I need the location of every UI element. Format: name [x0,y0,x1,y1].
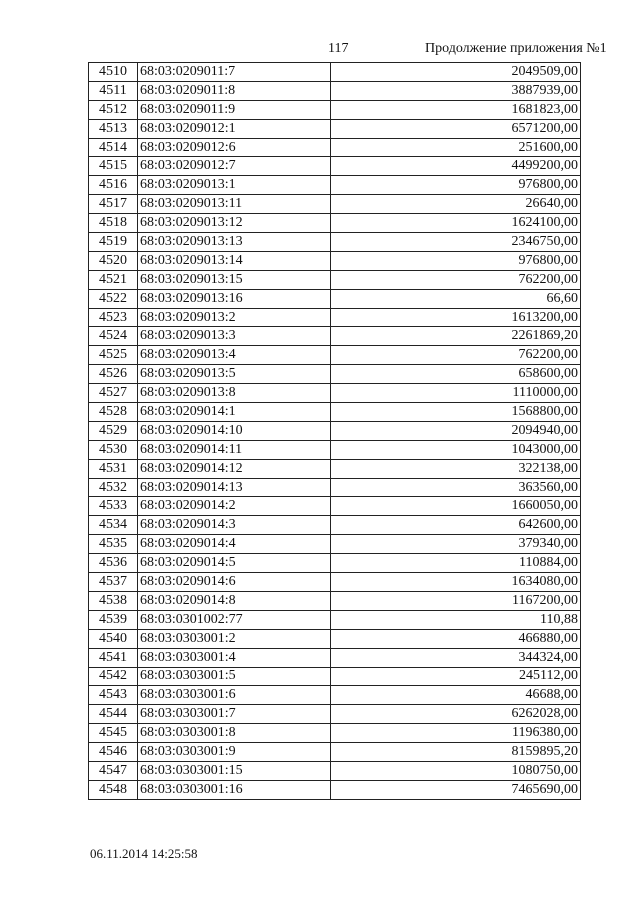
table-row [89,119,581,138]
cadastral-number: 68:03:0209011:9 [138,100,331,119]
cadastral-value: 762200,00 [331,270,581,289]
cadastral-value: 26640,00 [331,195,581,214]
table-row [89,440,581,459]
table-row [89,724,581,743]
row-number: 4535 [89,535,138,554]
registry-table [88,62,581,800]
cadastral-number: 68:03:0301002:77 [138,610,331,629]
table-row [89,780,581,799]
cadastral-number: 68:03:0209013:8 [138,384,331,403]
row-number: 4513 [89,119,138,138]
table-row [89,743,581,762]
table-row [89,403,581,422]
row-number: 4548 [89,780,138,799]
cadastral-value: 642600,00 [331,516,581,535]
row-number: 4541 [89,648,138,667]
row-number: 4534 [89,516,138,535]
cadastral-value: 46688,00 [331,686,581,705]
cadastral-value: 1568800,00 [331,403,581,422]
table-row [89,176,581,195]
cadastral-value: 245112,00 [331,667,581,686]
table-row [89,233,581,252]
cadastral-value: 110884,00 [331,554,581,573]
cadastral-value: 2049509,00 [331,63,581,82]
row-number: 4531 [89,459,138,478]
cadastral-value: 7465690,00 [331,780,581,799]
table-row [89,705,581,724]
cadastral-value: 2094940,00 [331,421,581,440]
table-row [89,459,581,478]
cadastral-number: 68:03:0303001:9 [138,743,331,762]
table-row [89,591,581,610]
appendix-note: Продолжение приложения №1 [425,41,607,56]
cadastral-number: 68:03:0303001:15 [138,761,331,780]
table-row [89,421,581,440]
cadastral-value: 466880,00 [331,629,581,648]
cadastral-value: 251600,00 [331,138,581,157]
table-row [89,478,581,497]
cadastral-value: 6262028,00 [331,705,581,724]
cadastral-value: 976800,00 [331,176,581,195]
table-row [89,648,581,667]
cadastral-number: 68:03:0209013:15 [138,270,331,289]
row-number: 4547 [89,761,138,780]
row-number: 4542 [89,667,138,686]
table-row [89,761,581,780]
cadastral-number: 68:03:0209013:16 [138,289,331,308]
table-row [89,686,581,705]
table-row [89,308,581,327]
table-row [89,610,581,629]
cadastral-number: 68:03:0209013:5 [138,365,331,384]
cadastral-number: 68:03:0209014:10 [138,421,331,440]
table-row [89,346,581,365]
row-number: 4546 [89,743,138,762]
cadastral-value: 8159895,20 [331,743,581,762]
cadastral-number: 68:03:0209014:11 [138,440,331,459]
cadastral-value: 2346750,00 [331,233,581,252]
cadastral-value: 1043000,00 [331,440,581,459]
table-row [89,270,581,289]
cadastral-value: 1613200,00 [331,308,581,327]
row-number: 4528 [89,403,138,422]
table-row [89,157,581,176]
cadastral-number: 68:03:0209013:1 [138,176,331,195]
cadastral-number: 68:03:0303001:4 [138,648,331,667]
cadastral-number: 68:03:0209014:2 [138,497,331,516]
row-number: 4511 [89,81,138,100]
cadastral-value: 762200,00 [331,346,581,365]
row-number: 4520 [89,251,138,270]
cadastral-number: 68:03:0209013:3 [138,327,331,346]
table-row [89,214,581,233]
table-row [89,573,581,592]
cadastral-number: 68:03:0209012:1 [138,119,331,138]
cadastral-number: 68:03:0209013:4 [138,346,331,365]
cadastral-value: 1681823,00 [331,100,581,119]
cadastral-number: 68:03:0303001:6 [138,686,331,705]
cadastral-number: 68:03:0209014:13 [138,478,331,497]
row-number: 4532 [89,478,138,497]
row-number: 4521 [89,270,138,289]
cadastral-number: 68:03:0303001:16 [138,780,331,799]
row-number: 4544 [89,705,138,724]
cadastral-number: 68:03:0209014:6 [138,573,331,592]
cadastral-number: 68:03:0209013:11 [138,195,331,214]
cadastral-value: 1634080,00 [331,573,581,592]
cadastral-value: 6571200,00 [331,119,581,138]
cadastral-value: 1080750,00 [331,761,581,780]
cadastral-value: 1660050,00 [331,497,581,516]
row-number: 4516 [89,176,138,195]
row-number: 4522 [89,289,138,308]
table-row [89,251,581,270]
cadastral-number: 68:03:0209014:8 [138,591,331,610]
row-number: 4536 [89,554,138,573]
row-number: 4529 [89,421,138,440]
cadastral-number: 68:03:0303001:5 [138,667,331,686]
registry-table-body [89,63,581,800]
table-row [89,195,581,214]
cadastral-number: 68:03:0303001:8 [138,724,331,743]
cadastral-value: 344324,00 [331,648,581,667]
table-row [89,138,581,157]
row-number: 4518 [89,214,138,233]
table-row [89,497,581,516]
row-number: 4543 [89,686,138,705]
cadastral-number: 68:03:0303001:2 [138,629,331,648]
table-row [89,384,581,403]
cadastral-number: 68:03:0209013:14 [138,251,331,270]
row-number: 4526 [89,365,138,384]
table-row [89,100,581,119]
cadastral-value: 66,60 [331,289,581,308]
cadastral-number: 68:03:0209011:8 [138,81,331,100]
table-row [89,535,581,554]
row-number: 4517 [89,195,138,214]
cadastral-number: 68:03:0209014:3 [138,516,331,535]
cadastral-value: 658600,00 [331,365,581,384]
table-row [89,516,581,535]
table-row [89,327,581,346]
cadastral-value: 1624100,00 [331,214,581,233]
row-number: 4540 [89,629,138,648]
cadastral-number: 68:03:0209012:7 [138,157,331,176]
row-number: 4514 [89,138,138,157]
row-number: 4525 [89,346,138,365]
row-number: 4530 [89,440,138,459]
cadastral-number: 68:03:0303001:7 [138,705,331,724]
cadastral-value: 379340,00 [331,535,581,554]
row-number: 4523 [89,308,138,327]
cadastral-number: 68:03:0209014:5 [138,554,331,573]
cadastral-number: 68:03:0209014:12 [138,459,331,478]
cadastral-value: 4499200,00 [331,157,581,176]
row-number: 4510 [89,63,138,82]
cadastral-number: 68:03:0209013:13 [138,233,331,252]
cadastral-value: 322138,00 [331,459,581,478]
cadastral-number: 68:03:0209013:2 [138,308,331,327]
table-row [89,365,581,384]
cadastral-number: 68:03:0209014:1 [138,403,331,422]
cadastral-number: 68:03:0209013:12 [138,214,331,233]
table-row [89,667,581,686]
row-number: 4519 [89,233,138,252]
row-number: 4533 [89,497,138,516]
row-number: 4545 [89,724,138,743]
cadastral-value: 1196380,00 [331,724,581,743]
cadastral-value: 1110000,00 [331,384,581,403]
page-number: 117 [328,41,349,56]
table-row [89,629,581,648]
cadastral-value: 976800,00 [331,251,581,270]
cadastral-value: 110,88 [331,610,581,629]
cadastral-value: 1167200,00 [331,591,581,610]
table-row [89,554,581,573]
row-number: 4512 [89,100,138,119]
cadastral-value: 3887939,00 [331,81,581,100]
row-number: 4538 [89,591,138,610]
cadastral-number: 68:03:0209012:6 [138,138,331,157]
footer-timestamp: 06.11.2014 14:25:58 [90,846,198,861]
row-number: 4515 [89,157,138,176]
cadastral-value: 363560,00 [331,478,581,497]
row-number: 4527 [89,384,138,403]
cadastral-number: 68:03:0209011:7 [138,63,331,82]
table-row [89,81,581,100]
row-number: 4524 [89,327,138,346]
row-number: 4537 [89,573,138,592]
table-row [89,63,581,82]
cadastral-value: 2261869,20 [331,327,581,346]
table-row [89,289,581,308]
row-number: 4539 [89,610,138,629]
cadastral-number: 68:03:0209014:4 [138,535,331,554]
